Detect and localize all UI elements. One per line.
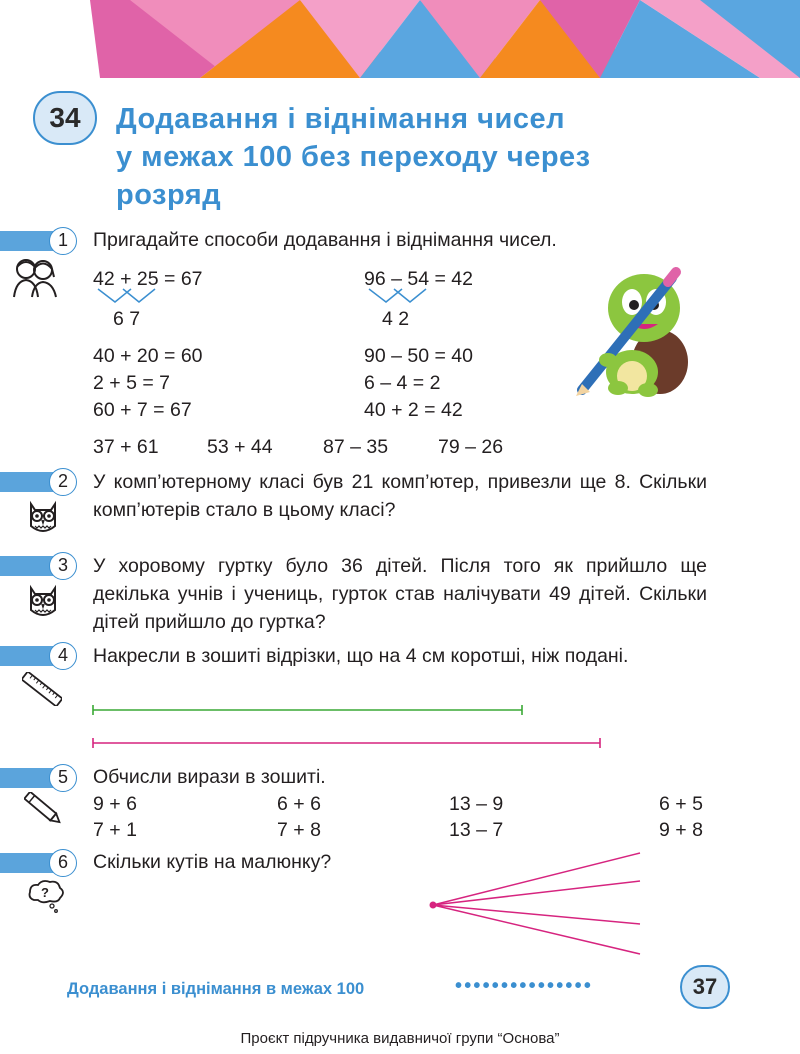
svg-text:?: ? <box>41 885 49 900</box>
publisher-note: Проєкт підручника видавничої групи “Основа” <box>240 1030 560 1047</box>
task-text: Накресли в зошиті відрізки, що на 4 см коротші, ніж подані. <box>93 645 629 667</box>
rays-figure <box>425 850 645 960</box>
task-tab <box>0 472 56 492</box>
split-lines <box>93 286 173 306</box>
task-tab <box>0 231 56 251</box>
page-number: 37 <box>680 965 730 1009</box>
owl-icon <box>25 584 61 620</box>
turtle-with-pencil-icon <box>572 262 692 402</box>
task-text: У хоровому гуртку було 36 дітей. Після того як прийшло ще декілька учнів і учениць, гурток став налічувати 49 дітей. Скільки дітей прийшло до гуртка? <box>93 555 707 633</box>
step-line: 6 – 4 = 2 <box>364 372 441 394</box>
task-number: 6 <box>49 849 77 877</box>
expression: 6 + 5 <box>659 793 703 815</box>
lesson-number: 34 <box>33 91 97 145</box>
task-text: Скільки кутів на малюнку? <box>93 851 332 873</box>
task-number: 1 <box>49 227 77 255</box>
task-number: 5 <box>49 764 77 792</box>
exercise: 53 + 44 <box>207 436 273 458</box>
task-text: Пригадайте способи додавання і віднімання чисел. <box>93 229 557 251</box>
title-line: розряд <box>116 179 222 211</box>
exercise: 37 + 61 <box>93 436 159 458</box>
task-tab <box>0 556 56 576</box>
step-line: 60 + 7 = 67 <box>93 399 192 421</box>
task-tab <box>0 768 56 788</box>
exercise: 87 – 35 <box>323 436 389 458</box>
question-cloud-icon <box>26 878 66 914</box>
task-text: У комп’ютерному класі був 21 комп’ютер, привезли ще 8. Скільки комп’ютерів стало в цьому класі? <box>93 471 707 521</box>
expression: 13 – 9 <box>449 793 504 815</box>
example-split: 6 7 <box>113 308 141 330</box>
exercise: 79 – 26 <box>438 436 504 458</box>
task-tab <box>0 646 56 666</box>
expression: 9 + 8 <box>659 819 703 841</box>
expression: 9 + 6 <box>93 793 137 815</box>
example-main: 42 + 25 = 67 <box>93 268 203 290</box>
title-line: Додавання і віднімання чисел <box>116 103 565 135</box>
title-line: у межах 100 без переходу через <box>116 141 591 173</box>
expression: 7 + 8 <box>277 819 321 841</box>
owl-icon <box>25 500 61 536</box>
step-line: 40 + 2 = 42 <box>364 399 463 421</box>
task-number: 4 <box>49 642 77 670</box>
segments <box>90 703 610 749</box>
expression: 7 + 1 <box>93 819 137 841</box>
split-lines <box>364 286 444 306</box>
step-line: 2 + 5 = 7 <box>93 372 170 394</box>
top-banner <box>0 0 800 78</box>
task-tab <box>0 853 56 873</box>
task-number: 2 <box>49 468 77 496</box>
task-number: 3 <box>49 552 77 580</box>
task-text: Обчисли вирази в зошиті. <box>93 766 326 788</box>
expression: 13 – 7 <box>449 819 504 841</box>
step-line: 40 + 20 = 60 <box>93 345 203 367</box>
ruler-icon <box>22 672 62 706</box>
pencil-icon <box>24 792 62 826</box>
page-title <box>116 100 591 214</box>
example-main: 96 – 54 = 42 <box>364 268 473 290</box>
two-kids-icon <box>12 255 58 299</box>
step-line: 90 – 50 = 40 <box>364 345 473 367</box>
example-split: 4 2 <box>382 308 410 330</box>
footer-section-title: Додавання і віднімання в межах 100 <box>67 980 365 998</box>
footer-dots: ••••••••••••••• <box>455 975 594 997</box>
expression: 6 + 6 <box>277 793 321 815</box>
